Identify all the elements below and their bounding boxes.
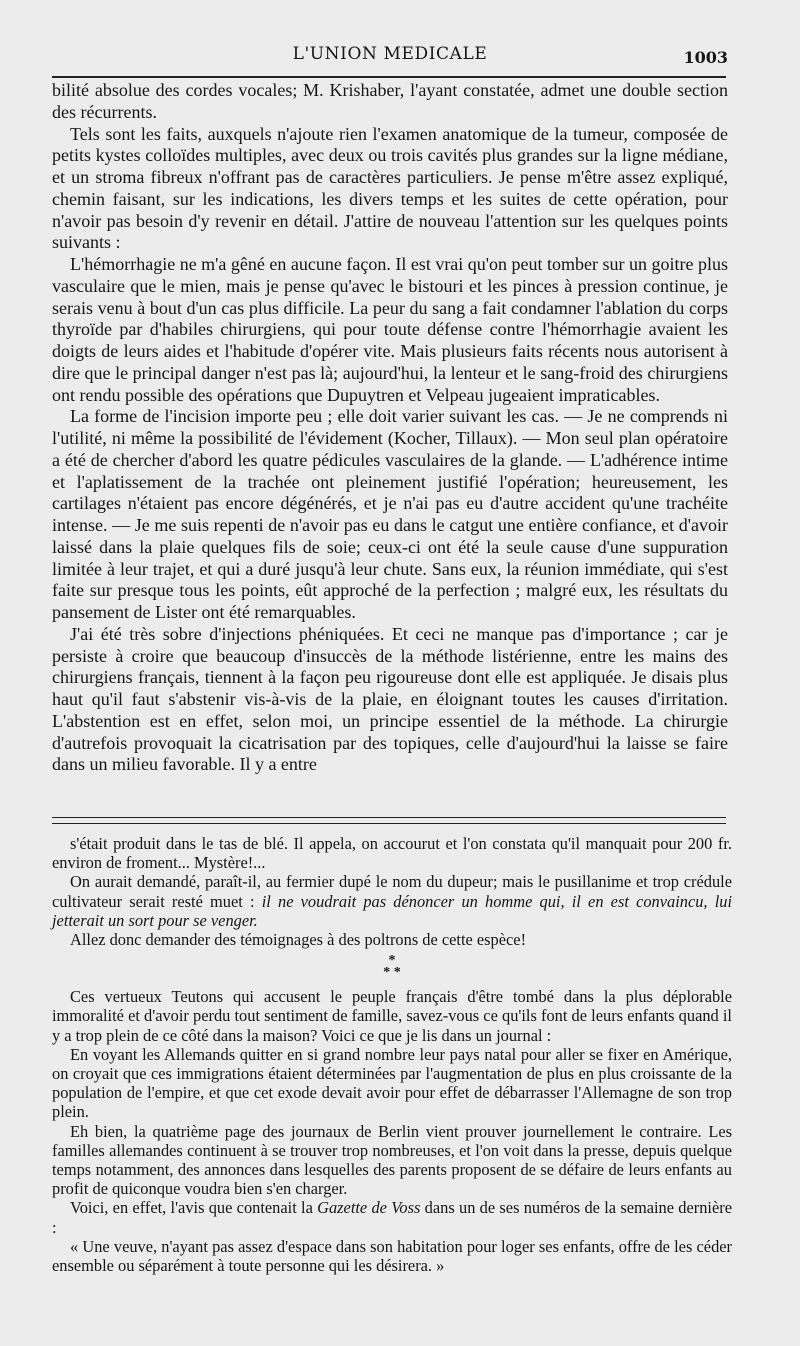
paragraph: « Une veuve, n'ayant pas assez d'espace dans son habitation pour loger ses enfants, offre de les céder ensemble ou séparément à toute personne qui les désirera. » [52,1236,732,1276]
paragraph: s'était produit dans le tas de blé. Il appela, on accourut et l'on constata qu'il manquait pour 200 fr. environ de froment... Mystère!... [52,834,732,873]
running-head [52,44,728,74]
main-article [52,80,728,776]
text-run: On aurait demandé, paraît-il, au fermier dupé le nom du dupeur; mais le pusillanime et trop crédule cultivateur serait resté muet : [52,872,732,911]
paragraph: Eh bien, la quatrième page des journaux de Berlin vient prouver journellement le contraire. Les familles allemandes continuent à se trouver trop nombreuses, et l'on voit dans la presse, depuis quelque temps notamment, des annonces dans lesquelles des parents proposent de se défaire de leurs enfants au profit de quiconque voudra bien s'en charger. [52,1121,732,1199]
paragraph: J'ai été très sobre d'injections phéniquées. Et ceci ne manque pas d'importance ; car je persiste à croire que beaucoup d'insuccès de la méthode listérienne, entre les mains des chirurgiens français, tiennent à la façon peu rigoureuse dont elle est appliquée. Je disais plus haut qu'il faut s'abstenir vis-à-vis de la plaie, en éloignant toutes les causes d'irritation. L'abstention est en effet, selon moi, un principe essentiel de la méthode. La chirurgie d'autrefois provoquait la cicatrisation par des topiques, celle d'aujourd'hui la laisse se faire dans un milieu favorable. Il y a entre [52,623,728,775]
paragraph: L'hémorrhagie ne m'a gêné en aucune façon. Il est vrai qu'on peut tomber sur un goitre plus vasculaire que le mien, mais je pense qu'avec le bistouri et les pinces à pression continue, je serais venu à bout d'un cas plus difficile. La peur du sang a fait condamner l'ablation du corps thyroïde par d'habiles chirurgiens, qui pour toute défense contre l'hémorrhagie avaient les doigts de leurs aides et l'habitude d'opérer vite. Mais plusieurs faits récents nous autorisent à dire que le principal danger n'est pas là; aujourd'hui, la lenteur et le sang-froid des chirurgiens ont rendu possible des opérations que Dupuytren et Velpeau jugeaient impraticables. [52,254,729,405]
asterism-bottom: * * [383,965,401,981]
paragraph: En voyant les Allemands quitter en si grand nombre leur pays natal pour aller se fixer en Amérique, on croyait que ces immigrations étaient déterminées par l'augmentation de plus en plus croissante de la population de l'empire, et que cet exode devait avoir pour effet de débarrasser l'Allemagne de son trop plein. [52,1044,732,1122]
feuilleton-section [52,834,732,1275]
paragraph: Tels sont les faits, auxquels n'ajoute rien l'examen anatomique de la tumeur, composée de petits kystes colloïdes multiples, avec deux ou trois cavités plus grandes sur la ligne médiane, et un stroma fibreux n'offrant pas de caractères particuliers. Je pense m'être assez expliqué, chemin faisant, sur les indications, les divers temps et les suites de cette opération, pour n'avoir pas besoin d'y revenir en détail. J'attire de nouveau l'attention sur les quelques points suivants : [52,123,728,253]
asterism [52,955,732,979]
paragraph: Ces vertueux Teutons qui accusent le peuple français d'être tombé dans la plus déplorable immoralité et d'avoir perdu tout sentiment de famille, savez-vous ce qu'ils font de leurs enfants quand il y a trop plein de ce côté dans la maison? Voici ce que je lis dans un journal : [52,987,732,1045]
paragraph: Allez donc demander des témoignages à des poltrons de cette espèce! [70,930,527,950]
page-number: 1003 [683,48,728,67]
newspaper-name: Gazette de Voss [317,1198,421,1218]
asterism-top: * [388,953,396,969]
text-run: Voici, en effet, l'avis que contenait la [70,1198,318,1218]
running-title: L'UNION MEDICALE [292,44,488,64]
paragraph: bilité absolue des cordes vocales; M. Krishaber, l'ayant constatée, admet une double section des récurrents. [52,80,728,122]
header-rule [52,76,726,78]
italic-quote: il ne voudrait pas dénoncer un homme qui, il en est convaincu, lui jetterait un sort pour se venger. [52,891,732,930]
paragraph [52,1198,732,1236]
paragraph: La forme de l'incision importe peu ; elle doit varier suivant les cas. — Je ne comprends ni l'utilité, ni même la possibilité de l'évidement (Kocher, Tillaux). — Mon seul plan opératoire a été de chercher d'abord les quatre pédicules vasculaires de la glande. — L'adhérence intime et l'aplatissement de la trachée ont pleinement justifié l'opération; heureusement, les cartilages n'étaient pas encore dégénérés, et je n'ai pas eu d'autre accident qu'une trachéite intense. — Je me suis repenti de n'avoir pas eu dans le catgut une entière confiance, et d'avoir laissé dans la plaie quelques fils de soie; ceux-ci ont été la seule cause d'une suppuration limitée à leur trajet, et qui a duré jusqu'à leur chute. Sans eux, la réunion immédiate, qui s'est faite sur presque tous les points, eût approché de la perfection ; malgré eux, les résultats du pansement de Lister ont été remarquables. [52,406,728,622]
paragraph [52,872,732,930]
text-run: dans un de ses numéros de la semaine dernière : [52,1198,732,1237]
feuilleton-separator [52,817,726,824]
